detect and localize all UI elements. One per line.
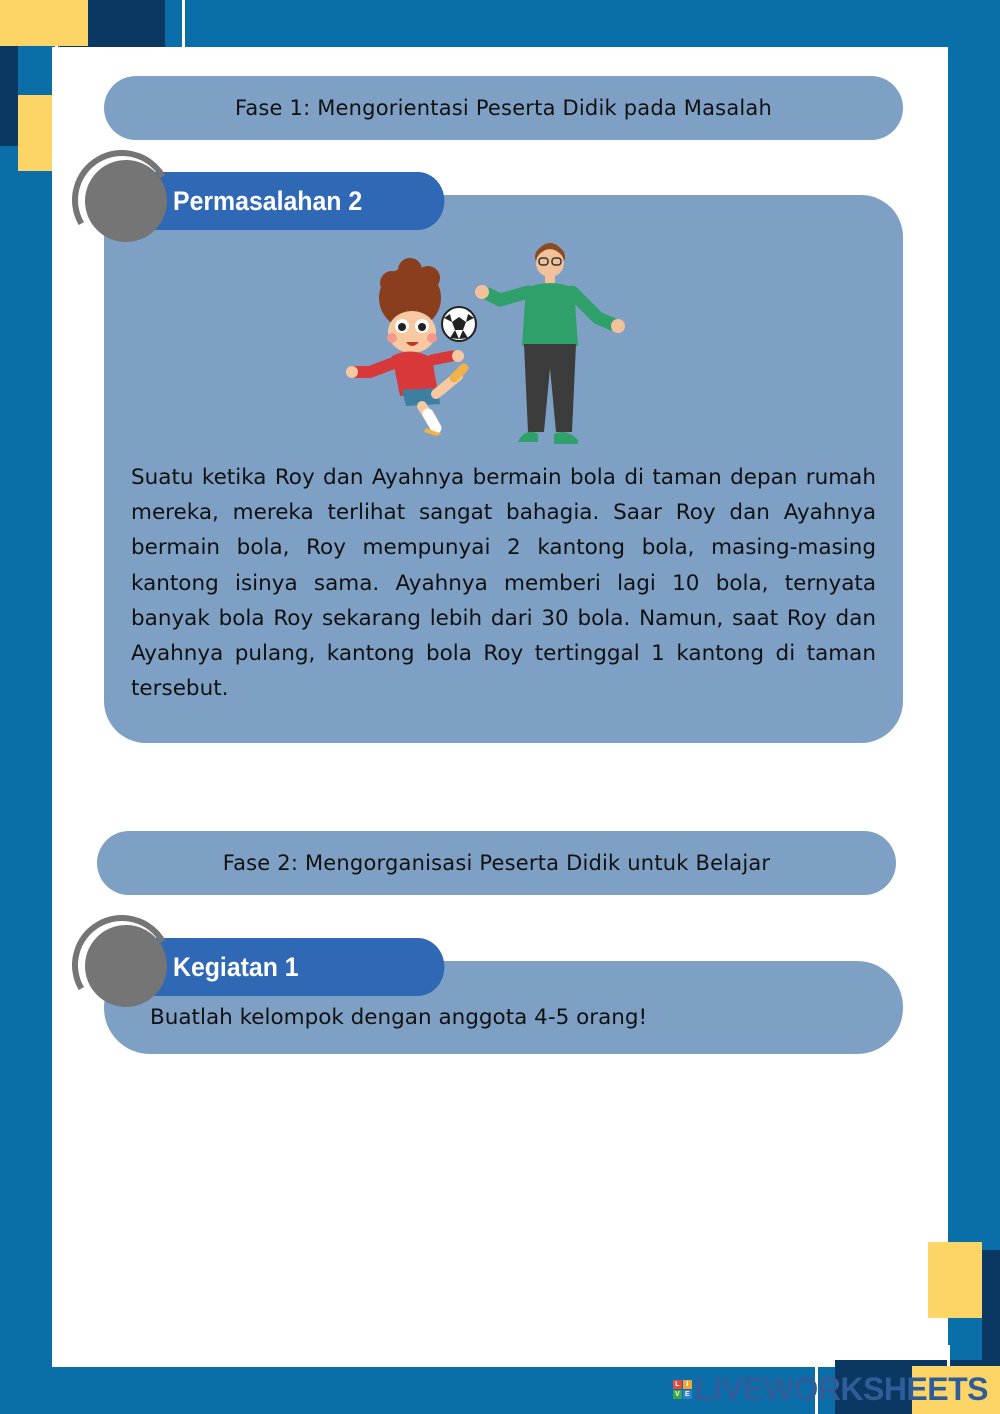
- liveworksheets-logo[interactable]: [673, 1371, 988, 1408]
- frame-square-navy-left: [0, 46, 18, 146]
- phase2-banner: [97, 831, 896, 895]
- father-figure: [475, 243, 625, 444]
- activity-badge-circle: [85, 925, 167, 1007]
- problem-badge-circle: [85, 160, 167, 242]
- problem-story-text: Suatu ketika Roy dan Ayahnya bermain bola di taman depan rumah mereka, mereka terlihat sangat bahagia. Saar Roy dan Ayahnya bermain bola, Roy mempunyai 2 kantong bola, masing-masing kantong isinya sama. Ayahnya memberi lagi 10 bola, ternyata banyak bola Roy sekarang lebih dari 30 bola. Namun, saat Roy dan Ayahnya pulang, kantong bola Roy tertinggal 1 kantong di taman tersebut.: [131, 465, 876, 702]
- frame-square-yellow-top: [0, 0, 88, 46]
- boy-and-father-illustration: [340, 228, 640, 456]
- frame-square-navy-right: [982, 1250, 1000, 1360]
- activity-instruction: Buatlah kelompok dengan anggota 4-5 orang!: [150, 1005, 648, 1030]
- soccer-ball: [442, 307, 476, 341]
- activity-title: Kegiatan 1: [173, 951, 299, 982]
- phase1-banner: [104, 76, 903, 140]
- logo-grid-icon: L I V E: [673, 1380, 692, 1399]
- phase2-label: Fase 2: Mengorganisasi Peserta Didik untuk Belajar: [222, 851, 771, 875]
- frame-square-yellow-right: [928, 1242, 982, 1318]
- logo-text: LIVEWORKSHEETS: [694, 1371, 988, 1407]
- boy-figure: [346, 258, 464, 436]
- phase1-label: Fase 1: Mengorientasi Peserta Didik pada Masalah: [234, 96, 773, 120]
- problem-title: Permasalahan 2: [173, 185, 363, 216]
